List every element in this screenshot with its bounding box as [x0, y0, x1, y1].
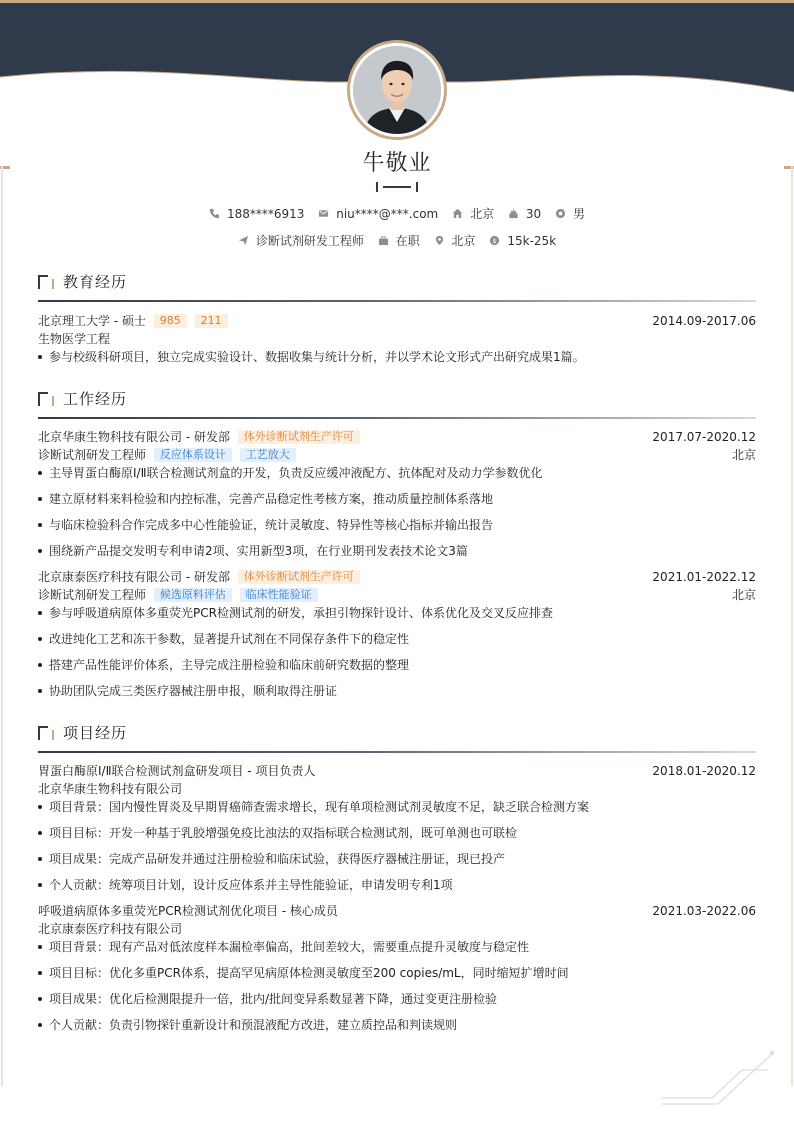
- list-item: 项目成果：优化后检测限提升一倍，批内/批间变异系数显著下降，通过变更注册检验: [38, 990, 756, 1016]
- project-title: 胃蛋白酶原Ⅰ/Ⅱ联合检测试剂盒研发项目 - 项目负责人: [38, 764, 316, 778]
- city-text: 北京: [470, 207, 495, 221]
- project-date: 2018.01-2020.12: [652, 764, 756, 778]
- project-title: 呼吸道病原体多重荧光PCR检测试剂优化项目 - 核心成员: [38, 904, 338, 918]
- work-date: 2021.01-2022.12: [652, 570, 756, 584]
- location-pin-icon: [434, 235, 445, 246]
- salary-item: [489, 234, 556, 248]
- target-position-item: [238, 232, 364, 249]
- project-company: 北京康泰医疗科技有限公司: [38, 922, 183, 936]
- education-header: [38, 271, 756, 295]
- work-entry: [38, 428, 756, 568]
- phone-text: 188****6913: [226, 206, 305, 221]
- education-date: 2014.09-2017.06: [652, 314, 756, 328]
- briefcase-icon: [378, 235, 389, 246]
- project-company: 北京华康生物科技有限公司: [38, 782, 183, 796]
- contact-info-row: [0, 205, 794, 222]
- company-tag: 体外诊断试剂生产许可: [238, 570, 360, 584]
- company-tag: 体外诊断试剂生产许可: [238, 430, 360, 444]
- job-role: 诊断试剂研发工程师: [38, 588, 147, 602]
- list-item: 个人贡献：统筹项目计划，设计反应体系并主导性能验证，申请发明专利1项: [38, 876, 756, 902]
- phone-item[interactable]: [209, 207, 304, 221]
- list-item: 参与呼吸道病原体多重荧光PCR检测试剂的研发，承担引物探针设计、体系优化及交叉反应排查: [38, 604, 756, 630]
- status-text: 在职: [395, 234, 420, 248]
- list-item: 项目成果：完成产品研发并通过注册检验和临床试验，获得医疗器械注册证，现已投产: [38, 850, 756, 876]
- right-border-line: [791, 166, 793, 1086]
- company-department: 北京康泰医疗科技有限公司 - 研发部: [38, 570, 230, 584]
- corner-decoration: [660, 1048, 778, 1106]
- work-date: 2017.07-2020.12: [652, 430, 756, 444]
- email-item[interactable]: [318, 207, 438, 221]
- age-text: 30: [525, 206, 542, 221]
- gender-icon: [555, 208, 566, 219]
- phone-icon: [209, 208, 220, 219]
- company-department: 北京华康生物科技有限公司 - 研发部: [38, 430, 230, 444]
- avatar: [347, 40, 447, 140]
- salary-text: 15k-25k: [507, 233, 557, 248]
- avatar-photo: [350, 43, 444, 137]
- list-item: 主导胃蛋白酶原Ⅰ/Ⅱ联合检测试剂盒的开发，负责反应缓冲液配方、抗体配对及动力学参数优化: [38, 464, 756, 490]
- job-intention-row: [0, 232, 794, 249]
- project-date: 2021.03-2022.06: [652, 904, 756, 918]
- tag-211: 211: [195, 314, 228, 328]
- tag-985: 985: [154, 314, 187, 328]
- education-title: 教育经历: [63, 273, 128, 291]
- gender-text: 男: [573, 207, 586, 221]
- work-entry: [38, 568, 756, 708]
- home-icon: [452, 208, 463, 219]
- section-marker-icon: [38, 392, 56, 406]
- education-section: [38, 271, 756, 364]
- work-location: 北京: [731, 448, 756, 462]
- list-item: 项目目标：优化多重PCR体系，提高罕见病原体检测灵敏度至200 copies/mL，同时缩短扩增时间: [38, 964, 756, 990]
- work-header: [38, 388, 756, 412]
- list-item: 个人贡献：负责引物探针重新设计和预混液配方改进，建立质控品和判读规则: [38, 1016, 756, 1042]
- city-item: [452, 205, 494, 222]
- section-marker-icon: [38, 275, 56, 289]
- education-entry: [38, 312, 756, 374]
- name-divider: [374, 181, 420, 193]
- candidate-name: 牛敬业: [362, 151, 432, 176]
- email-text: niu****@***.com: [336, 206, 439, 221]
- cake-icon: [508, 208, 519, 219]
- work-location: 北京: [731, 588, 756, 602]
- skill-tag: 候选原料评估: [154, 588, 232, 602]
- status-item: [378, 232, 420, 249]
- list-item: 项目背景：现有产品对低浓度样本漏检率偏高，批间差较大，需要重点提升灵敏度与稳定性: [38, 938, 756, 964]
- list-item: 改进纯化工艺和冻干参数，显著提升试剂在不同保存条件下的稳定性: [38, 630, 756, 656]
- left-border-line: [1, 166, 3, 1086]
- list-item: 协助团队完成三类医疗器械注册申报，顺利取得注册证: [38, 682, 756, 708]
- section-divider: [38, 751, 756, 753]
- skill-tag: 临床性能验证: [240, 588, 318, 602]
- school-degree: 北京理工大学 - 硕士: [38, 314, 146, 328]
- svg-text:$: $: [492, 236, 497, 245]
- list-item: 项目背景：国内慢性胃炎及早期胃癌筛查需求增长，现有单项检测试剂灵敏度不足，缺乏联合检测方案: [38, 798, 756, 824]
- list-item: 围绕新产品提交发明专利申请2项、实用新型3项，在行业期刊发表技术论文3篇: [38, 542, 756, 568]
- person-photo-icon: [353, 46, 441, 134]
- work-section: [38, 388, 756, 698]
- list-item: 参与校级科研项目，独立完成实验设计、数据收集与统计分析，并以学术论文形式产出研究成果1篇。: [38, 348, 756, 374]
- mail-icon: [318, 208, 329, 219]
- section-marker-icon: [38, 726, 56, 740]
- major: 生物医学工程: [38, 332, 111, 346]
- skill-tag: 工艺放大: [240, 448, 296, 462]
- target-city-text: 北京: [451, 234, 476, 248]
- job-role: 诊断试剂研发工程师: [38, 448, 147, 462]
- list-item: 建立原材料来料检验和内控标准，完善产品稳定性考核方案，推动质量控制体系落地: [38, 490, 756, 516]
- money-icon: [489, 235, 500, 246]
- project-entry: [38, 762, 756, 902]
- project-entry: [38, 902, 756, 1042]
- work-title: 工作经历: [63, 390, 128, 408]
- section-divider: [38, 417, 756, 419]
- target-city-item: [434, 232, 476, 249]
- target-position-text: 诊断试剂研发工程师: [255, 234, 364, 248]
- section-divider: [38, 300, 756, 302]
- projects-header: [38, 722, 756, 746]
- gender-item: [555, 205, 585, 222]
- list-item: 搭建产品性能评价体系，主导完成注册检验和临床前研究数据的整理: [38, 656, 756, 682]
- projects-section: [38, 722, 756, 1032]
- list-item: 项目目标：开发一种基于乳胶增强免疫比浊法的双指标联合检测试剂，既可单测也可联检: [38, 824, 756, 850]
- list-item: 与临床检验科合作完成多中心性能验证，统计灵敏度、特异性等核心指标并输出报告: [38, 516, 756, 542]
- age-item: [508, 207, 541, 221]
- send-icon: [238, 235, 249, 246]
- projects-title: 项目经历: [63, 724, 128, 742]
- skill-tag: 反应体系设计: [154, 448, 232, 462]
